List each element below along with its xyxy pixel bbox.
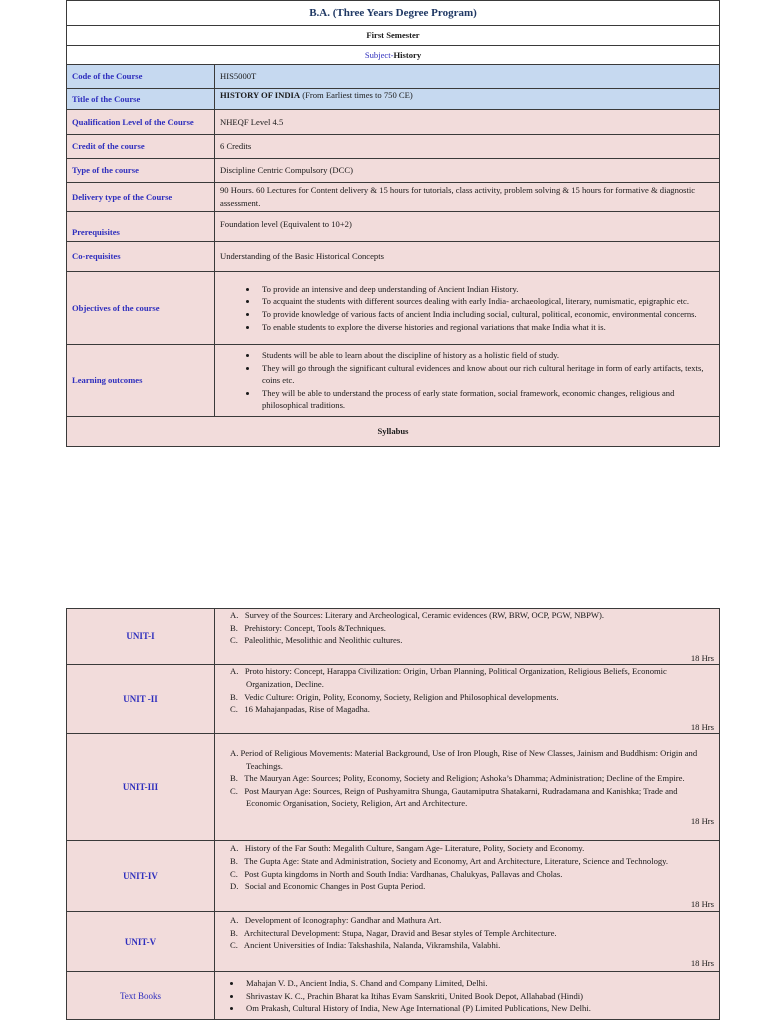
unit-row [67,665,720,734]
objectives-label: Objectives of the course [67,272,215,345]
unit-row [67,912,720,972]
outcome-item: • They will go through the significant cultural evidences and know about our rich cultural heritage in form of early artifacts, texts, coins etc. [258,362,714,387]
delivery-label: Delivery type of the Course [67,183,215,212]
objective-item: • To provide knowledge of various facts of ancient India including social, cultural, political, economic, environmental concerns. [258,308,714,321]
textbooks-list [220,977,714,1015]
qualification-label: Qualification Level of the Course [67,110,215,135]
code-label: Code of the Course [67,65,215,89]
qualification-value: NHEQF Level 4.5 [215,110,720,135]
textbook-item: • Mahajan V. D., Ancient India, S. Chand and Company Limited, Delhi. [242,977,714,990]
topic-item: A. Period of Religious Movements: Material Background, Use of Iron Plough, Rise of New Classes, Jainism and Buddhism: Origin and Teachings. [230,748,698,771]
unit-name: UNIT -II [67,665,215,734]
objective-item: • To acquaint the students with different sources dealing with early India- archaeological, literary, numismatic, epigraphic etc. [258,295,714,308]
textbook-item: • Om Prakash, Cultural History of India, New Age International (P) Limited Publications, New Delhi. [242,1002,714,1015]
objectives-value [215,272,720,345]
topic-item: C. Ancient Universities of India: Takshashila, Nalanda, Vikramshila, Valabhi. [230,940,501,951]
subject-value: History [393,49,422,60]
textbooks-row [67,972,720,1020]
topic-item: B. The Mauryan Age: Sources; Polity, Economy, Society and Religion; Ashoka’s Dhamma; Administration; Decline of the Empire. [230,773,685,784]
topic-item: A. Proto history: Concept, Harappa Civilization: Origin, Urban Planning, Political Organization, Religious Beliefs, Economic Organization, Decline. [230,666,667,689]
topic-item: B. Vedic Culture: Origin, Polity, Economy, Society, Religion and Philosophical developments. [230,691,559,702]
title-value-bold: HISTORY OF INDIA [220,90,301,100]
outcome-item: • They will be able to understand the process of early state formation, social framework, economic changes, religious and philosophical traditions. [258,387,714,412]
unit-row [67,734,720,841]
topic-item: C. 16 Mahajanpadas, Rise of Magadha. [230,704,370,715]
outcomes-value [215,345,720,417]
unit-topics [220,914,714,952]
title-label: Title of the Course [67,89,215,110]
topic-item: D. Social and Economic Changes in Post Gupta Period. [230,881,426,892]
unit-name: UNIT-I [67,609,215,665]
topic-item: B. Architectural Development: Stupa, Nagar, Dravid and Besar styles of Temple Architecture. [230,927,557,938]
topic-item: B. Prehistory: Concept, Tools &Techniques. [230,622,386,633]
topic-item: C. Post Mauryan Age: Sources, Reign of Pushyamitra Shunga, Gautamiputra Shatakarni, Rudradamana and Kanishka; Trade and Economic Organisation, Society, Religion, Art and Architecture. [230,785,678,809]
outcome-item: • Students will be able to learn about the discipline of history as a holistic field of study. [258,349,714,362]
unit-hours: 18 Hrs [690,898,714,909]
credit-value: 6 Credits [215,135,720,159]
unit-topics [220,665,714,715]
delivery-value: 90 Hours. 60 Lectures for Content delivery & 15 hours for tutorials, class activity, problem solving & 15 hours for formative & diagnostic assessment. [215,183,720,212]
title-value-rest: (From Earliest times to 750 CE) [300,90,413,100]
type-value: Discipline Centric Compulsory (DCC) [215,159,720,183]
unit-content [215,665,720,734]
unit-row [67,609,720,665]
unit-name: UNIT-III [67,734,215,841]
unit-topics [220,747,714,810]
topic-item: B. The Gupta Age: State and Administration, Society and Economy, Art and Architecture, Literature, Science and Technology. [230,855,669,866]
topic-item: A. Survey of the Sources: Literary and Archeological, Ceramic evidences (RW, BRW, OCP, PGW, NBPW). [230,610,605,620]
syllabus-table [66,608,720,1020]
title-value [215,89,720,110]
topic-item: C. Paleolithic, Mesolithic and Neolithic cultures. [230,635,403,646]
unit-hours: 18 Hrs [690,816,714,827]
code-value: HIS5000T [215,65,720,89]
objective-item: • To provide an intensive and deep understanding of Ancient Indian History. [258,283,714,296]
unit-content [215,841,720,912]
subject-label: Subject- [364,49,394,60]
textbooks-content [215,972,720,1020]
textbook-item: • Shrivastav K. C., Prachin Bharat ka Itihas Evam Sanskriti, United Book Depot, Allahabad (Hindi) [242,990,714,1003]
prerequisites-value: Foundation level (Equivalent to 10+2) [215,212,720,242]
corequisites-value: Understanding of the Basic Historical Concepts [215,242,720,272]
textbooks-label: Text Books [67,972,215,1020]
outcomes-list [220,349,714,412]
unit-content [215,609,720,665]
subject-title [67,46,720,65]
unit-name: UNIT-IV [67,841,215,912]
topic-item: A. History of the Far South: Megalith Culture, Sangam Age- Literature, Polity, Society and Economy. [230,843,585,854]
unit-topics [220,842,714,892]
objective-item: • To enable students to explore the diverse histories and regional variations that make India what it is. [258,321,714,334]
topic-item: A. Development of Iconography: Gandhar and Mathura Art. [230,915,442,926]
course-info-table [66,0,720,447]
outcomes-label: Learning outcomes [67,345,215,417]
unit-hours: 18 Hrs [690,652,714,663]
semester-title: First Semester [67,26,720,46]
type-label: Type of the course [67,159,215,183]
unit-row [67,841,720,912]
unit-name: UNIT-V [67,912,215,972]
credit-label: Credit of the course [67,135,215,159]
program-title: B.A. (Three Years Degree Program) [67,1,720,26]
unit-hours: 18 Hrs [690,721,714,732]
unit-content [215,912,720,972]
corequisites-label: Co-requisites [67,242,215,272]
topic-item: C. Post Gupta kingdoms in North and South India: Vardhanas, Chalukyas, Pallavas and Cholas. [230,868,563,879]
unit-content [215,734,720,841]
syllabus-heading: Syllabus [67,417,720,447]
prerequisites-label: Prerequisites [67,212,215,242]
unit-hours: 18 Hrs [690,957,714,968]
unit-topics [220,609,714,647]
objectives-list [220,283,714,333]
